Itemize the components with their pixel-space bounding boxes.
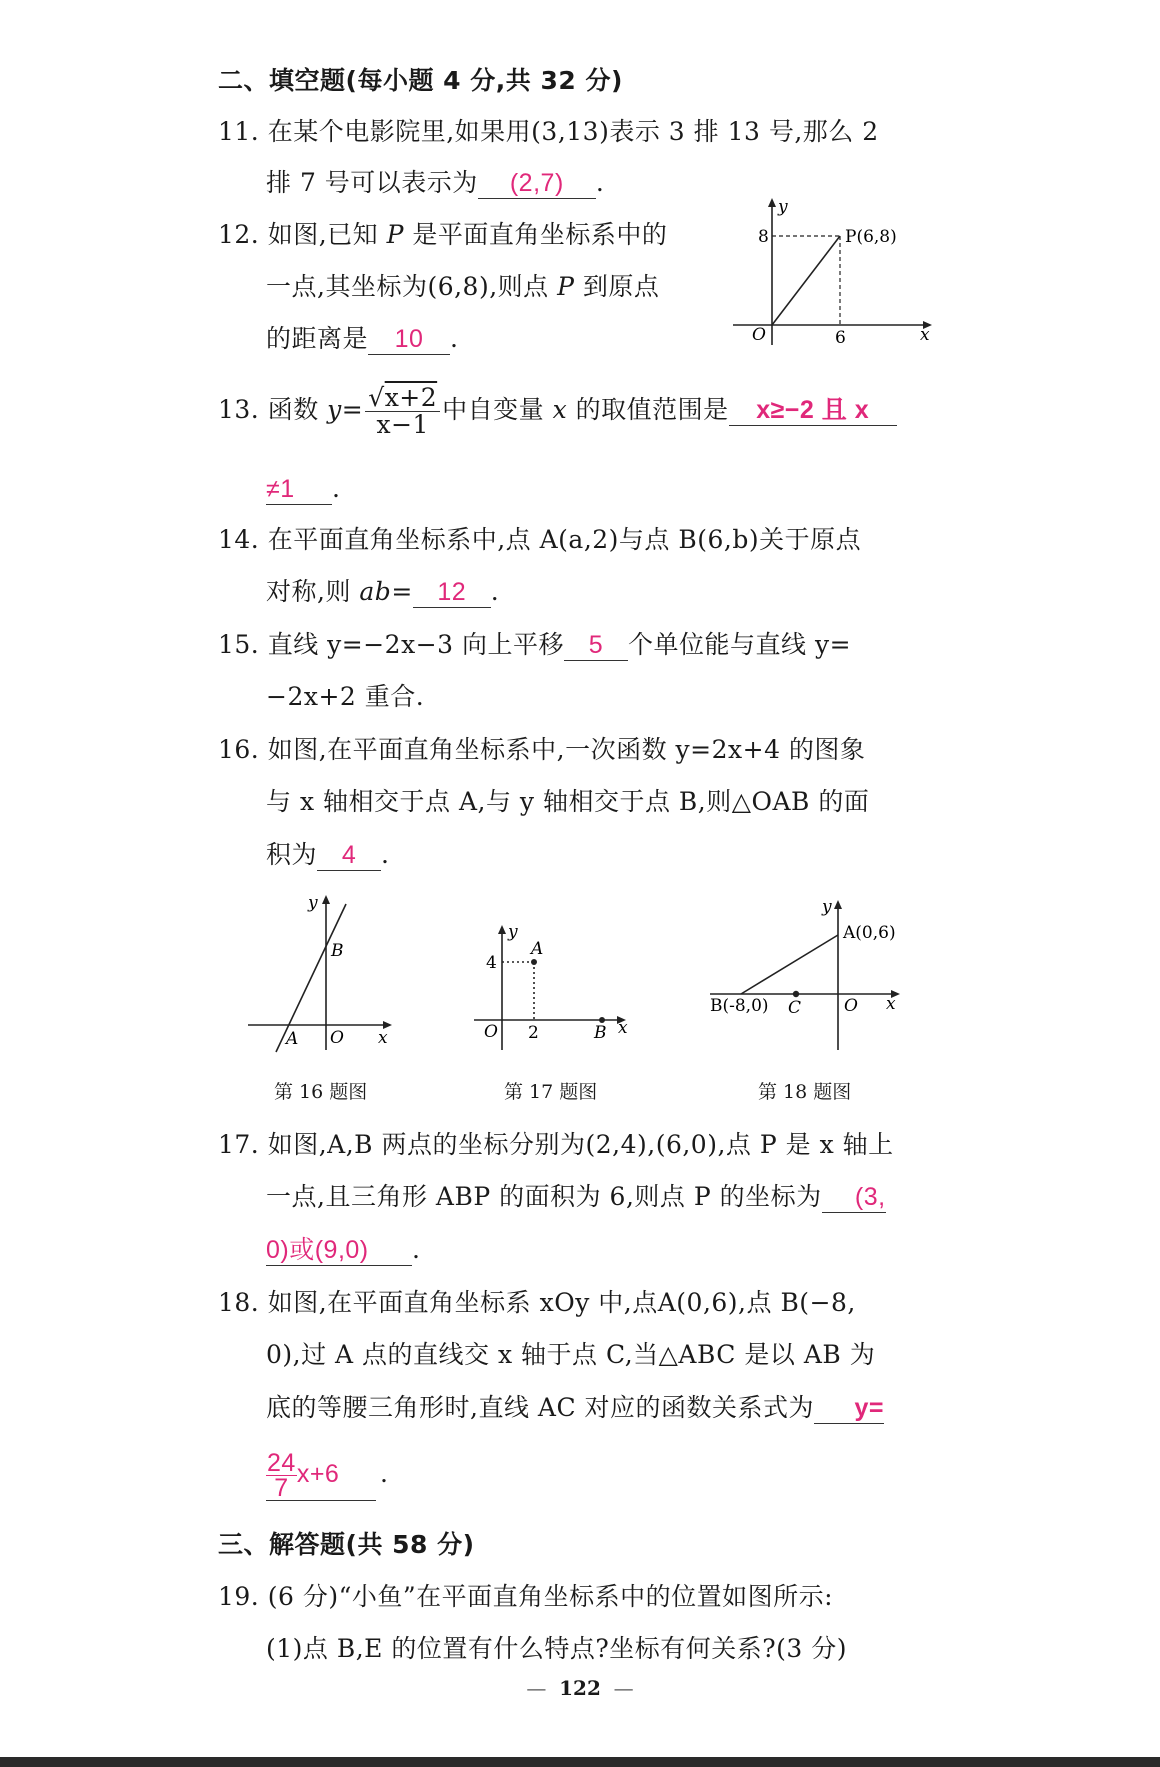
fig16-point-a-label: A bbox=[286, 1029, 299, 1049]
fig18-point-c bbox=[793, 991, 799, 997]
q12-y-arrow bbox=[768, 198, 776, 207]
q17-line2 bbox=[266, 1180, 886, 1214]
q19-subquestion-1: (1)点 B,E 的位置有什么特点?坐标有何关系?(3 分) bbox=[266, 1634, 848, 1663]
q12-text-d: 到原点 bbox=[574, 272, 660, 301]
q13-answer-blank-2 bbox=[266, 474, 332, 505]
section-2-points: (每小题 4 分,共 32 分) bbox=[345, 66, 623, 95]
q17-line3 bbox=[266, 1233, 420, 1267]
section-3-points: (共 58 分) bbox=[345, 1530, 475, 1559]
q11-period: . bbox=[595, 168, 605, 197]
fig17-y-arrow bbox=[498, 925, 506, 934]
q11-text-2: 排 7 号可以表示为 bbox=[266, 168, 478, 197]
fig17-point-a-label: A bbox=[531, 939, 544, 959]
q15-answer: 5 bbox=[588, 631, 604, 659]
q12-line2 bbox=[266, 270, 659, 304]
q15-text-b: 个单位能与直线 y= bbox=[628, 630, 852, 659]
q15-text-c: −2x+2 重合. bbox=[266, 682, 425, 711]
q12-var-p: P bbox=[386, 220, 404, 249]
q17-answer-blank-1 bbox=[822, 1182, 886, 1213]
q12-text-b: 是平面直角坐标系中的 bbox=[403, 220, 668, 249]
q18-line3 bbox=[266, 1391, 884, 1425]
q18-number: 18. bbox=[218, 1288, 260, 1317]
fig18-point-a-label: A(0,6) bbox=[843, 923, 896, 943]
fig17-point-b-label: B bbox=[594, 1023, 607, 1043]
q17-answer-2: 0)或(9,0) bbox=[266, 1236, 369, 1264]
q18-text-3: 底的等腰三角形时,直线 AC 对应的函数关系式为 bbox=[266, 1393, 815, 1422]
section-2-heading bbox=[218, 64, 623, 98]
q16-line2 bbox=[266, 785, 869, 819]
q17-period: . bbox=[412, 1235, 421, 1264]
q12-point-p-label: P(6,8) bbox=[845, 227, 897, 247]
q19-number: 19. bbox=[218, 1582, 260, 1611]
q17-number: 17. bbox=[218, 1130, 260, 1159]
fig17-origin-label: O bbox=[484, 1022, 498, 1042]
fig17-x-label: x bbox=[618, 1018, 628, 1038]
fig18-origin-label: O bbox=[844, 996, 858, 1016]
q19-line1 bbox=[218, 1580, 833, 1614]
fig17-point-a bbox=[531, 959, 537, 965]
q16-line3 bbox=[266, 838, 389, 872]
q16-text-3: 积为 bbox=[266, 840, 318, 869]
fig16-x-label: x bbox=[378, 1028, 388, 1048]
q14-line2 bbox=[266, 575, 499, 609]
q13-sqrt-content: x+2 bbox=[384, 383, 438, 412]
q11-number: 11. bbox=[218, 117, 260, 146]
q13-answer-1: x≥−2 且 x bbox=[756, 396, 870, 424]
q16-answer-blank bbox=[317, 840, 381, 871]
fig17-y-label: y bbox=[508, 922, 518, 942]
q19-text: (6 分)“小鱼”在平面直角坐标系中的位置如图所示: bbox=[267, 1582, 834, 1611]
q12-number: 12. bbox=[218, 220, 260, 249]
q15-answer-blank bbox=[564, 630, 628, 661]
q16-line1 bbox=[218, 733, 865, 767]
q14-answer-blank bbox=[413, 577, 491, 608]
q13-text-c: 的取值范围是 bbox=[567, 395, 729, 424]
q19-sub1 bbox=[266, 1632, 847, 1666]
q18-line2 bbox=[266, 1338, 875, 1372]
q12-answer-blank bbox=[368, 324, 450, 355]
q13-var-x: x bbox=[552, 395, 568, 424]
q12-text-c: 一点,其坐标为(6,8),则点 bbox=[266, 272, 558, 301]
q12-x-label: x bbox=[920, 325, 930, 345]
q12-line1 bbox=[218, 218, 667, 252]
fig18-y-arrow bbox=[834, 900, 842, 909]
fig18-segment-ab bbox=[741, 935, 838, 994]
figure-17 bbox=[472, 920, 632, 1055]
q11-answer: (2,7) bbox=[509, 169, 564, 197]
q12-text-e: 的距离是 bbox=[266, 324, 369, 353]
q13-eq: = bbox=[341, 395, 364, 424]
q12-y-tick-8: 8 bbox=[758, 227, 769, 247]
fig16-y-arrow bbox=[322, 895, 330, 904]
q12-text-a: 如图,已知 bbox=[267, 220, 387, 249]
q12-figure bbox=[728, 195, 938, 350]
q12-period: . bbox=[450, 324, 459, 353]
q15-number: 15. bbox=[218, 630, 260, 659]
q12-x-tick-6: 6 bbox=[835, 328, 846, 348]
q18-text-2: 0),过 A 点的直线交 x 轴于点 C,当△ABC 是以 AB 为 bbox=[266, 1340, 876, 1369]
fig18-point-c-label: C bbox=[788, 998, 802, 1018]
q14-period: . bbox=[490, 577, 500, 606]
figure-18-caption: 第 18 题图 bbox=[758, 1081, 852, 1103]
q13-numerator: √x+2 bbox=[365, 385, 440, 412]
q11-text: 在某个电影院里,如果用(3,13)表示 3 排 13 号,那么 2 bbox=[267, 117, 879, 146]
q12-var-p2: P bbox=[557, 272, 575, 301]
q14-number: 14. bbox=[218, 525, 260, 554]
figure-18 bbox=[706, 895, 906, 1055]
q15-line2 bbox=[266, 680, 424, 714]
section-3-title: 三、解答题 bbox=[218, 1530, 346, 1559]
q18-line1 bbox=[218, 1286, 856, 1320]
q18-answer-tail: x+6 bbox=[296, 1460, 340, 1488]
q18-period: . bbox=[380, 1459, 389, 1488]
q12-y-label: y bbox=[778, 197, 788, 217]
q13-answer-blank-1 bbox=[729, 395, 897, 426]
q13-denominator: x−1 bbox=[376, 410, 429, 439]
q16-text-2: 与 x 轴相交于点 A,与 y 轴相交于点 B,则△OAB 的面 bbox=[266, 787, 870, 816]
fig18-y-label: y bbox=[822, 897, 832, 917]
page-number: 122 bbox=[559, 1676, 601, 1700]
q18-answer-blank-1 bbox=[814, 1393, 884, 1424]
q16-text: 如图,在平面直角坐标系中,一次函数 y=2x+4 的图象 bbox=[267, 735, 866, 764]
page-number-row bbox=[0, 1676, 1160, 1700]
q11-line1 bbox=[218, 115, 879, 149]
figure-16 bbox=[246, 890, 396, 1055]
q18-frac-numerator: 24 bbox=[267, 1449, 296, 1477]
q13-var-y: y bbox=[327, 395, 342, 424]
q12-origin-label: O bbox=[752, 325, 766, 345]
fig17-y-tick-4: 4 bbox=[486, 953, 497, 973]
figure-17-caption: 第 17 题图 bbox=[504, 1081, 598, 1103]
fig18-point-b-label: B(-8,0) bbox=[710, 996, 769, 1016]
q18-text: 如图,在平面直角坐标系 xOy 中,点A(0,6),点 B(−8, bbox=[267, 1288, 856, 1317]
q18-line4 bbox=[266, 1446, 388, 1502]
q15-text-a: 直线 y=−2x−3 向上平移 bbox=[267, 630, 564, 659]
bottom-bar bbox=[0, 1757, 1160, 1767]
q16-answer: 4 bbox=[341, 841, 357, 869]
q12-line3 bbox=[266, 322, 458, 356]
q12-answer: 10 bbox=[394, 325, 424, 353]
fig16-origin-label: O bbox=[330, 1028, 344, 1048]
q13-answer-2: ≠1 bbox=[266, 475, 295, 503]
q13-line2 bbox=[266, 472, 340, 506]
page-number-dash-left: — bbox=[526, 1676, 560, 1700]
q13-number: 13. bbox=[218, 395, 260, 424]
q18-answer-fraction bbox=[266, 1451, 297, 1500]
fig18-x-label: x bbox=[886, 994, 896, 1014]
q16-period: . bbox=[381, 840, 390, 869]
q14-var-ab: ab bbox=[359, 577, 392, 606]
q18-frac-denominator: 7 bbox=[274, 1474, 289, 1502]
q15-line1 bbox=[218, 628, 851, 662]
section-2-title: 二、填空题 bbox=[218, 66, 346, 95]
q12-segment-op bbox=[772, 236, 840, 325]
page-number-dash-right: — bbox=[600, 1676, 634, 1700]
fig16-point-b-label: B bbox=[331, 941, 344, 961]
q14-eq: = bbox=[391, 577, 413, 606]
figure-16-caption: 第 16 题图 bbox=[274, 1081, 368, 1103]
fig16-y-label: y bbox=[308, 893, 318, 913]
q13-text-b: 中自变量 bbox=[442, 395, 553, 424]
q13-fraction bbox=[365, 385, 440, 438]
q14-text-b: 对称,则 bbox=[266, 577, 360, 606]
q11-answer-blank bbox=[478, 168, 596, 199]
q17-line1 bbox=[218, 1128, 894, 1162]
q17-text-2: 一点,且三角形 ABP 的面积为 6,则点 P 的坐标为 bbox=[266, 1182, 822, 1211]
q17-answer-blank-2 bbox=[266, 1235, 412, 1266]
q18-answer-blank-2 bbox=[266, 1451, 376, 1501]
q17-answer-1: (3, bbox=[854, 1183, 886, 1211]
q13-line1 bbox=[218, 384, 897, 438]
q17-text: 如图,A,B 两点的坐标分别为(2,4),(6,0),点 P 是 x 轴上 bbox=[267, 1130, 894, 1159]
q14-line1 bbox=[218, 523, 861, 557]
fig17-x-tick-2: 2 bbox=[528, 1023, 539, 1043]
q11-line2 bbox=[266, 166, 604, 200]
q13-period: . bbox=[332, 474, 341, 503]
q13-text-a: 函数 bbox=[267, 395, 328, 424]
q16-number: 16. bbox=[218, 735, 260, 764]
q14-text: 在平面直角坐标系中,点 A(a,2)与点 B(6,b)关于原点 bbox=[267, 525, 862, 554]
section-3-heading bbox=[218, 1528, 475, 1562]
q14-answer: 12 bbox=[437, 578, 467, 606]
q18-answer-1: y= bbox=[854, 1394, 885, 1422]
